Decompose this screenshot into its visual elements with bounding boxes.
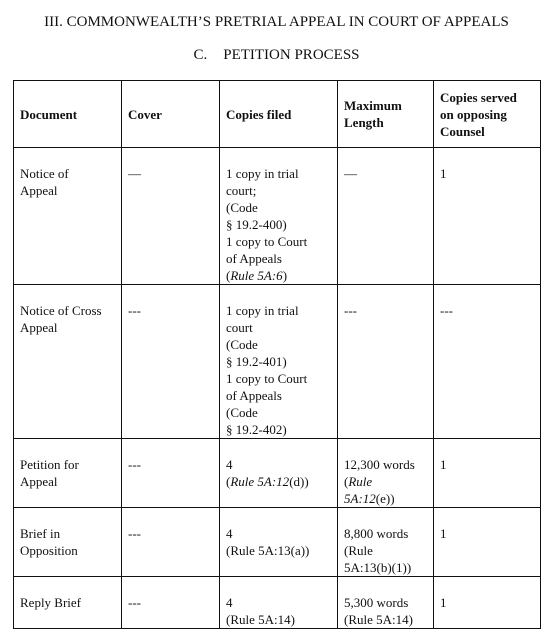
paren-open: ( — [226, 474, 231, 489]
copies-filed-line: § 19.2-401) — [226, 354, 287, 369]
cell-max-length — [338, 508, 434, 577]
max-length-line: (Rule 5A:14) — [344, 612, 413, 627]
paren-open: ( — [344, 474, 349, 489]
copies-filed-line: (Code — [226, 200, 258, 215]
cell-copies-filed — [220, 508, 338, 577]
copies-filed-line: of Appeals — [226, 388, 282, 403]
cell-document — [14, 439, 122, 508]
cell-document — [14, 148, 122, 285]
rule-citation: 5A:12 — [344, 491, 376, 506]
document-line: Opposition — [20, 543, 78, 558]
cell-max-length — [338, 577, 434, 629]
cell-max-length — [338, 285, 434, 439]
cell-document — [14, 577, 122, 629]
rule-subsection: (d)) — [289, 474, 309, 489]
cell-copies-served: 1 — [434, 439, 541, 508]
document-line: Notice of Cross — [20, 303, 102, 318]
header-copies-served-line: Copies served — [440, 89, 517, 105]
document-line: Brief in — [20, 526, 61, 541]
cell-copies-filed — [220, 148, 338, 285]
table-row-reply-brief — [14, 577, 541, 629]
page-heading: III. COMMONWEALTH’S PRETRIAL APPEAL IN COURT OF APPEALS — [44, 14, 509, 30]
copies-filed-line: 1 copy to Court — [226, 234, 308, 249]
cell-document — [14, 508, 122, 577]
table-header-row — [14, 81, 541, 148]
cell-copies-served: 1 — [434, 577, 541, 629]
petition-process-table — [13, 80, 541, 629]
max-length-line: 8,800 words — [344, 526, 409, 541]
max-length-line: (Rule — [344, 543, 373, 558]
copies-filed-line: 4 — [226, 526, 233, 541]
copies-filed-line: 1 copy in trial — [226, 166, 299, 181]
header-copies-filed: Copies filed — [220, 81, 338, 148]
subheading-letter: C. — [193, 47, 208, 63]
copies-filed-line: 4 — [226, 595, 233, 610]
max-length-line: 12,300 words — [344, 457, 415, 472]
copies-filed-line: court; — [226, 183, 257, 198]
document-line: Appeal — [20, 474, 58, 489]
copies-filed-line: (Rule 5A:13(a)) — [226, 543, 310, 558]
copies-filed-line: (Code — [226, 337, 258, 352]
table-row-notice-of-cross-appeal — [14, 285, 541, 439]
cell-max-length — [338, 439, 434, 508]
max-length-line: — — [344, 166, 357, 181]
document-line: Appeal — [20, 320, 58, 335]
rule-citation: Rule — [348, 474, 373, 489]
document-line: Notice of — [20, 166, 69, 181]
cell-cover: — — [122, 148, 220, 285]
cell-cover: --- — [122, 577, 220, 629]
max-length-rule-ref — [344, 490, 429, 507]
copies-filed-line: § 19.2-402) — [226, 422, 287, 437]
cell-copies-served: 1 — [434, 508, 541, 577]
header-cover: Cover — [122, 81, 220, 148]
table-row-brief-in-opposition — [14, 508, 541, 577]
cell-document — [14, 285, 122, 439]
copies-filed-line: 1 copy in trial — [226, 303, 299, 318]
copies-filed-line: (Rule 5A:14) — [226, 612, 295, 627]
rule-citation: Rule 5A:6 — [230, 268, 283, 283]
document-line: Reply Brief — [20, 595, 82, 610]
cell-cover: --- — [122, 508, 220, 577]
copies-filed-rule-ref — [226, 267, 333, 284]
header-copies-served — [434, 81, 541, 148]
copies-filed-rule-ref — [226, 473, 333, 490]
max-length-line: --- — [344, 303, 357, 318]
header-max-length-line: Length — [344, 115, 384, 130]
subheading-text: PETITION PROCESS — [223, 47, 360, 63]
header-maximum-length — [338, 81, 434, 148]
table-row-notice-of-appeal — [14, 148, 541, 285]
document-line: Appeal — [20, 183, 58, 198]
cell-max-length — [338, 148, 434, 285]
document-line: Petition for — [20, 457, 79, 472]
header-copies-served-line: Counsel — [440, 123, 485, 139]
paren-close: ) — [282, 268, 288, 283]
rule-subsection: (e)) — [375, 491, 395, 506]
max-length-line: 5A:13(b)(1)) — [344, 560, 412, 575]
copies-filed-line: 1 copy to Court — [226, 371, 308, 386]
cell-copies-filed — [220, 285, 338, 439]
paren-open: ( — [226, 268, 231, 283]
copies-filed-line: § 19.2-400) — [226, 217, 287, 232]
section-subheading — [0, 46, 553, 64]
header-max-length-line: Maximum — [344, 98, 402, 113]
copies-filed-line: (Code — [226, 405, 258, 420]
header-document: Document — [14, 81, 122, 148]
header-copies-served-line: on opposing — [440, 106, 507, 122]
max-length-line: 5,300 words — [344, 595, 409, 610]
max-length-rule-ref — [344, 473, 429, 490]
cell-copies-served: --- — [434, 285, 541, 439]
copies-filed-line: 4 — [226, 457, 233, 472]
cell-copies-served: 1 — [434, 148, 541, 285]
copies-filed-line: of Appeals — [226, 251, 282, 266]
table-row-petition-for-appeal — [14, 439, 541, 508]
cell-cover: --- — [122, 285, 220, 439]
cell-cover: --- — [122, 439, 220, 508]
rule-citation: Rule 5A:12 — [230, 474, 290, 489]
cell-copies-filed — [220, 439, 338, 508]
copies-filed-line: court — [226, 320, 253, 335]
cell-copies-filed — [220, 577, 338, 629]
